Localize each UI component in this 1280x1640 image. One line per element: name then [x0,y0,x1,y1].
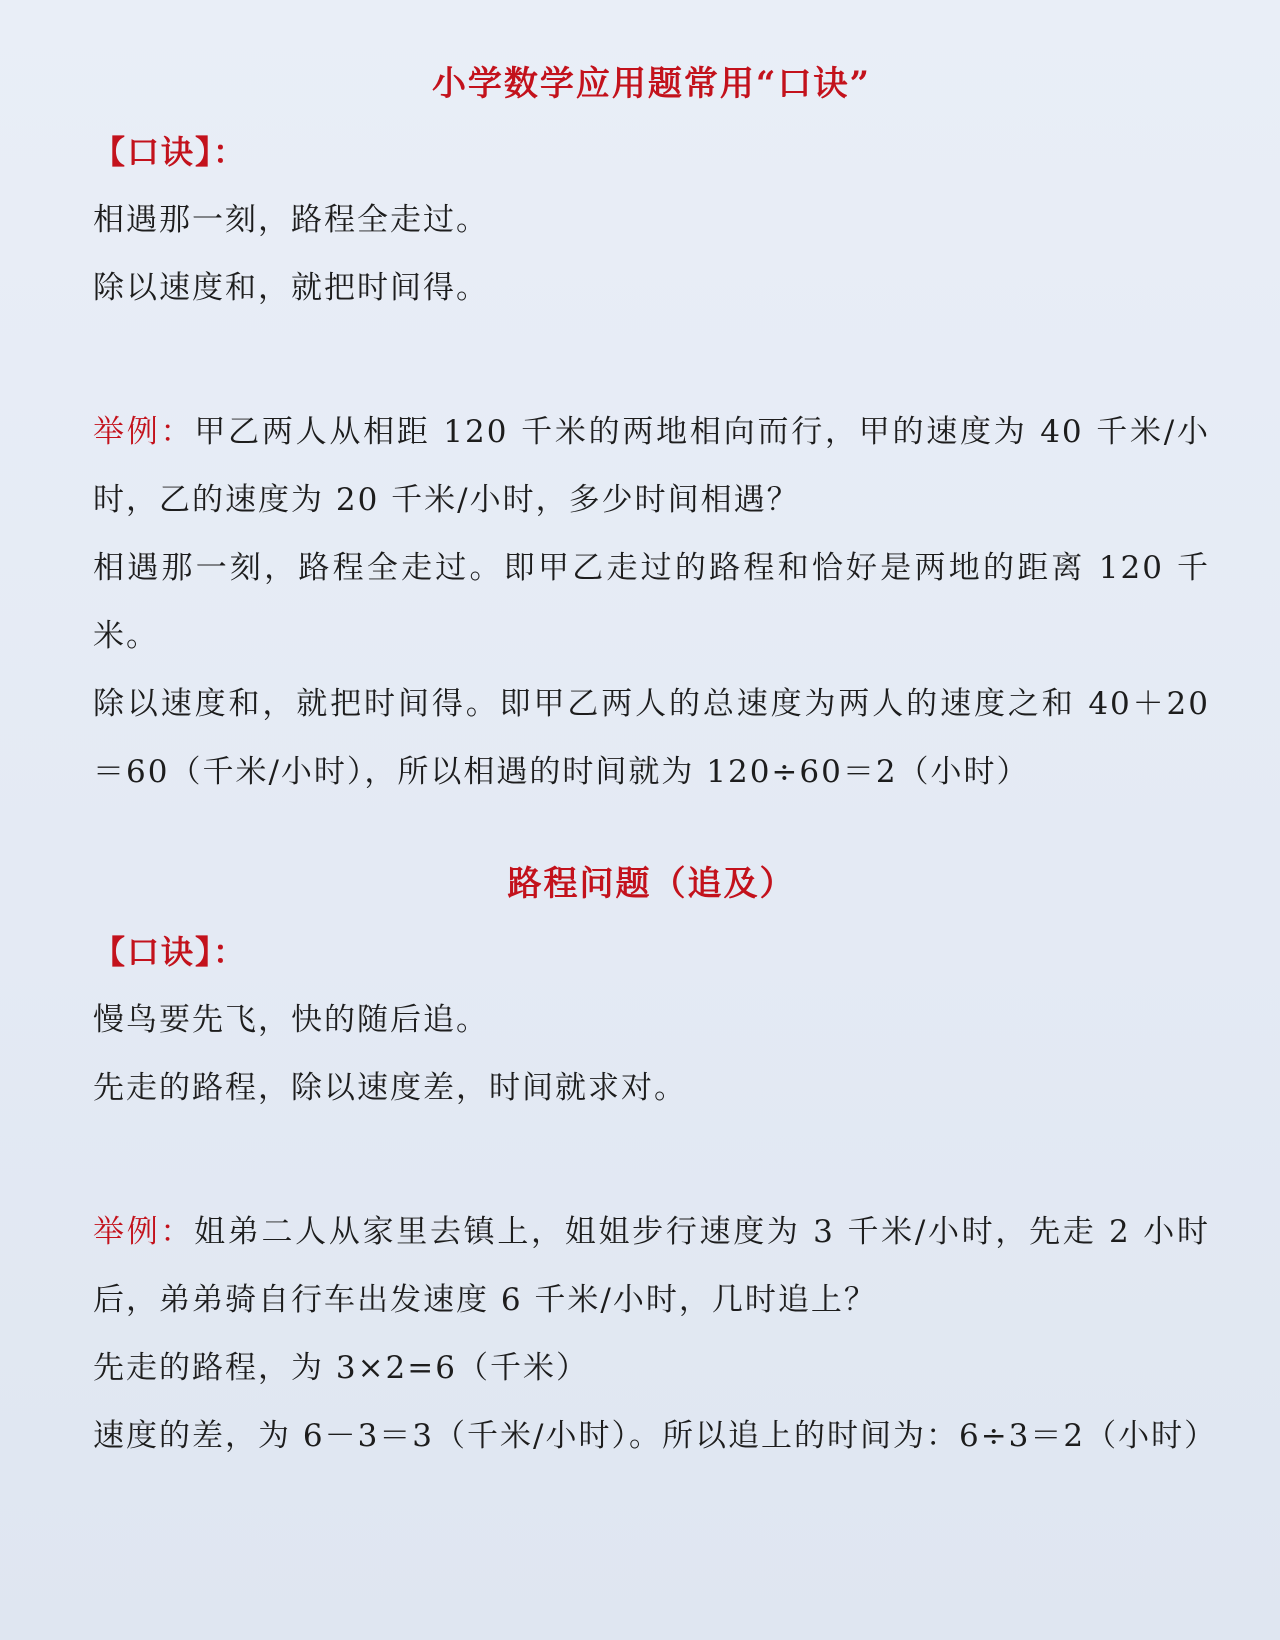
explanation-paragraph: 相遇那一刻，路程全走过。即甲乙走过的路程和恰好是两地的距离 120 千米。 [93,550,1210,654]
example-paragraph [93,1198,1210,1334]
example-text: 姐弟二人从家里去镇上，姐姐步行速度为 3 千米/小时，先走 2 小时后，弟弟骑自行车出发速度 6 千米/小时，几时追上？ [93,1214,1210,1318]
explanation-paragraph: 除以速度和，就把时间得。即甲乙两人的总速度为两人的速度之和 40＋20＝60（千米/小时），所以相遇的时间就为 120÷60＝2（小时） [93,686,1210,790]
example-label: 举例： [93,414,195,450]
main-title: 小学数学应用题常用“口诀” [431,64,872,104]
rhyme-line: 先走的路程，除以速度差，时间就求对。 [93,1070,687,1106]
section-title: 路程问题（追及） [507,864,796,904]
rhyme-line: 相遇那一刻，路程全走过。 [93,202,489,238]
rhyme-line: 除以速度和，就把时间得。 [93,270,489,306]
rhyme-line: 慢鸟要先飞，快的随后追。 [93,1002,489,1038]
example-paragraph [93,398,1210,534]
rhyme-label: 【口诀】： [93,933,248,971]
example-text: 甲乙两人从相距 120 千米的两地相向而行，甲的速度为 40 千米/小时，乙的速度为 20 千米/小时，多少时间相遇？ [93,414,1211,518]
explanation-paragraph: 先走的路程，为 3×2=6（千米） [93,1350,589,1386]
rhyme-label: 【口诀】： [93,133,248,171]
explanation-paragraph: 速度的差，为 6－3＝3（千米/小时）。所以追上的时间为：6÷3＝2（小时） [93,1418,1218,1454]
example-label: 举例： [93,1214,195,1250]
